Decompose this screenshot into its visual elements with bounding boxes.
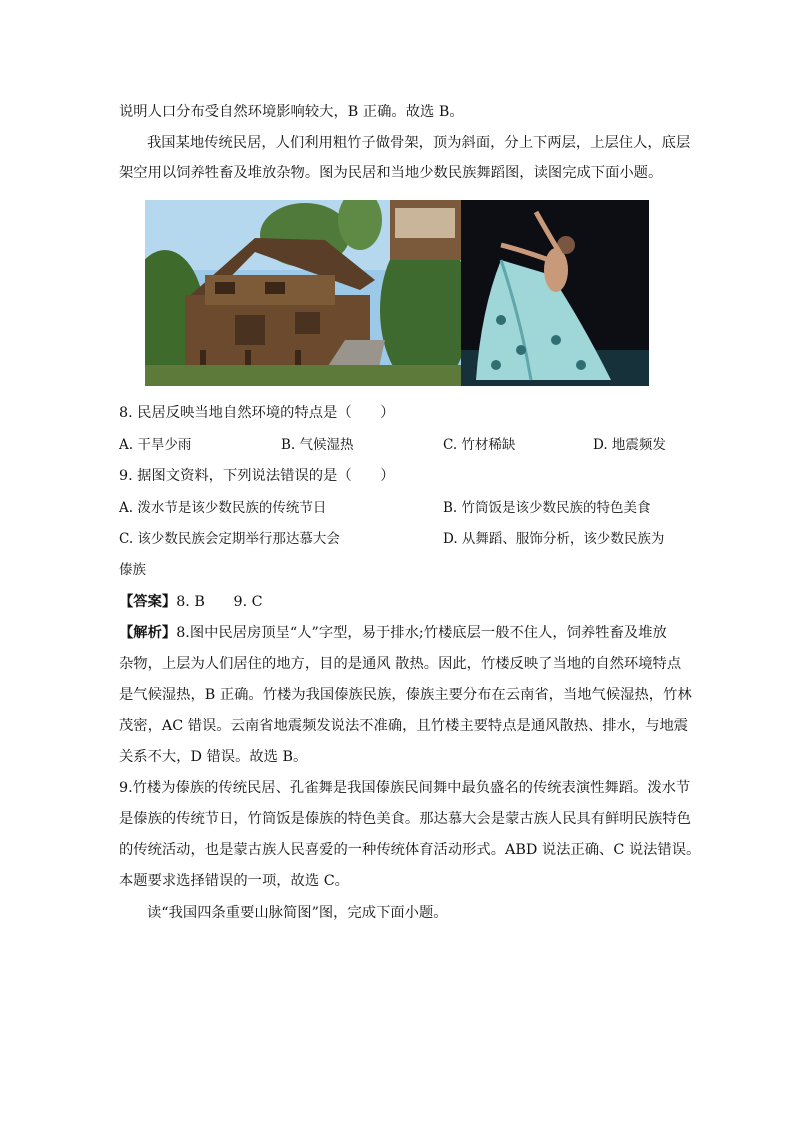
q8-option-d: D. 地震频发 [593, 437, 666, 453]
q9-option-a: A. 泼水节是该少数民族的传统节日 [119, 500, 327, 516]
stilt-house-photo [145, 200, 461, 386]
analysis-line-3: 是气候湿热，B 正确。竹楼为我国傣族民族，傣族主要分布在云南省，当地气候湿热，竹林 [119, 687, 692, 703]
intro-paragraph: 说明人口分布受自然环境影响较大，B 正确。故选 B。 [119, 104, 464, 120]
q9-option-d-continued: 傣族 [119, 562, 146, 578]
analysis-line-4: 茂密，AC 错误。云南省地震频发说法不准确，且竹楼主要特点是通风散热、排水，与地震 [119, 718, 689, 734]
next-question-intro: 读“我国四条重要山脉简图”图，完成下面小题。 [147, 905, 448, 921]
analysis-q9-line-3: 的传统活动，也是蒙古族人民喜爱的一种传统体育活动形式。ABD 说法正确、C 说法错误。 [119, 842, 701, 858]
peacock-dance-photo [461, 200, 649, 386]
answer-label: 【答案】 [119, 594, 177, 610]
q9-stem: 9. 据图文资料，下列说法错误的是（ ） [119, 468, 395, 484]
analysis-q9-line-1: 9.竹楼为傣族的传统民居、孔雀舞是我国傣族民间舞中最负盛名的传统表演性舞蹈。泼水节 [119, 780, 691, 796]
q9-option-d: D. 从舞蹈、服饰分析，该少数民族为 [443, 531, 665, 547]
analysis-q9-line-2: 是傣族的传统节日，竹筒饭是傣族的特色美食。那达慕大会是蒙古族人民具有鲜明民族特色 [119, 811, 691, 827]
answer-text: 8. B 9. C [176, 594, 263, 610]
analysis-line-1: 【解析】8.图中民居房顶呈“人”字型，易于排水;竹楼底层一般不住人，饲养牲畜及堆放 [119, 625, 667, 641]
analysis-q9-line-4: 本题要求选择错误的一项，故选 C。 [119, 873, 349, 889]
q8-option-a: A. 干旱少雨 [119, 437, 192, 453]
answer-line [119, 593, 679, 611]
figure-photos [145, 200, 649, 386]
analysis-line-2: 杂物，上层为人们居住的地方，目的是通风 散热。因此，竹楼反映了当地的自然环境特点 [119, 656, 682, 672]
q9-option-b: B. 竹筒饭是该少数民族的特色美食 [443, 500, 651, 516]
context-line-2: 架空用以饲养牲畜及堆放杂物。图为民居和当地少数民族舞蹈图，读图完成下面小题。 [119, 165, 663, 181]
context-line-1: 我国某地传统民居，人们利用粗竹子做骨架，顶为斜面，分上下两层，上层住人，底层 [147, 135, 691, 151]
q8-stem: 8. 民居反映当地自然环境的特点是（ ） [119, 405, 395, 421]
analysis-label: 【解析】 [119, 625, 177, 641]
q8-option-b: B. 气候湿热 [281, 437, 354, 453]
q8-option-c: C. 竹材稀缺 [443, 437, 516, 453]
analysis-line-5: 关系不大，D 错误。故选 B。 [119, 749, 308, 765]
q9-option-c: C. 该少数民族会定期举行那达慕大会 [119, 531, 340, 547]
